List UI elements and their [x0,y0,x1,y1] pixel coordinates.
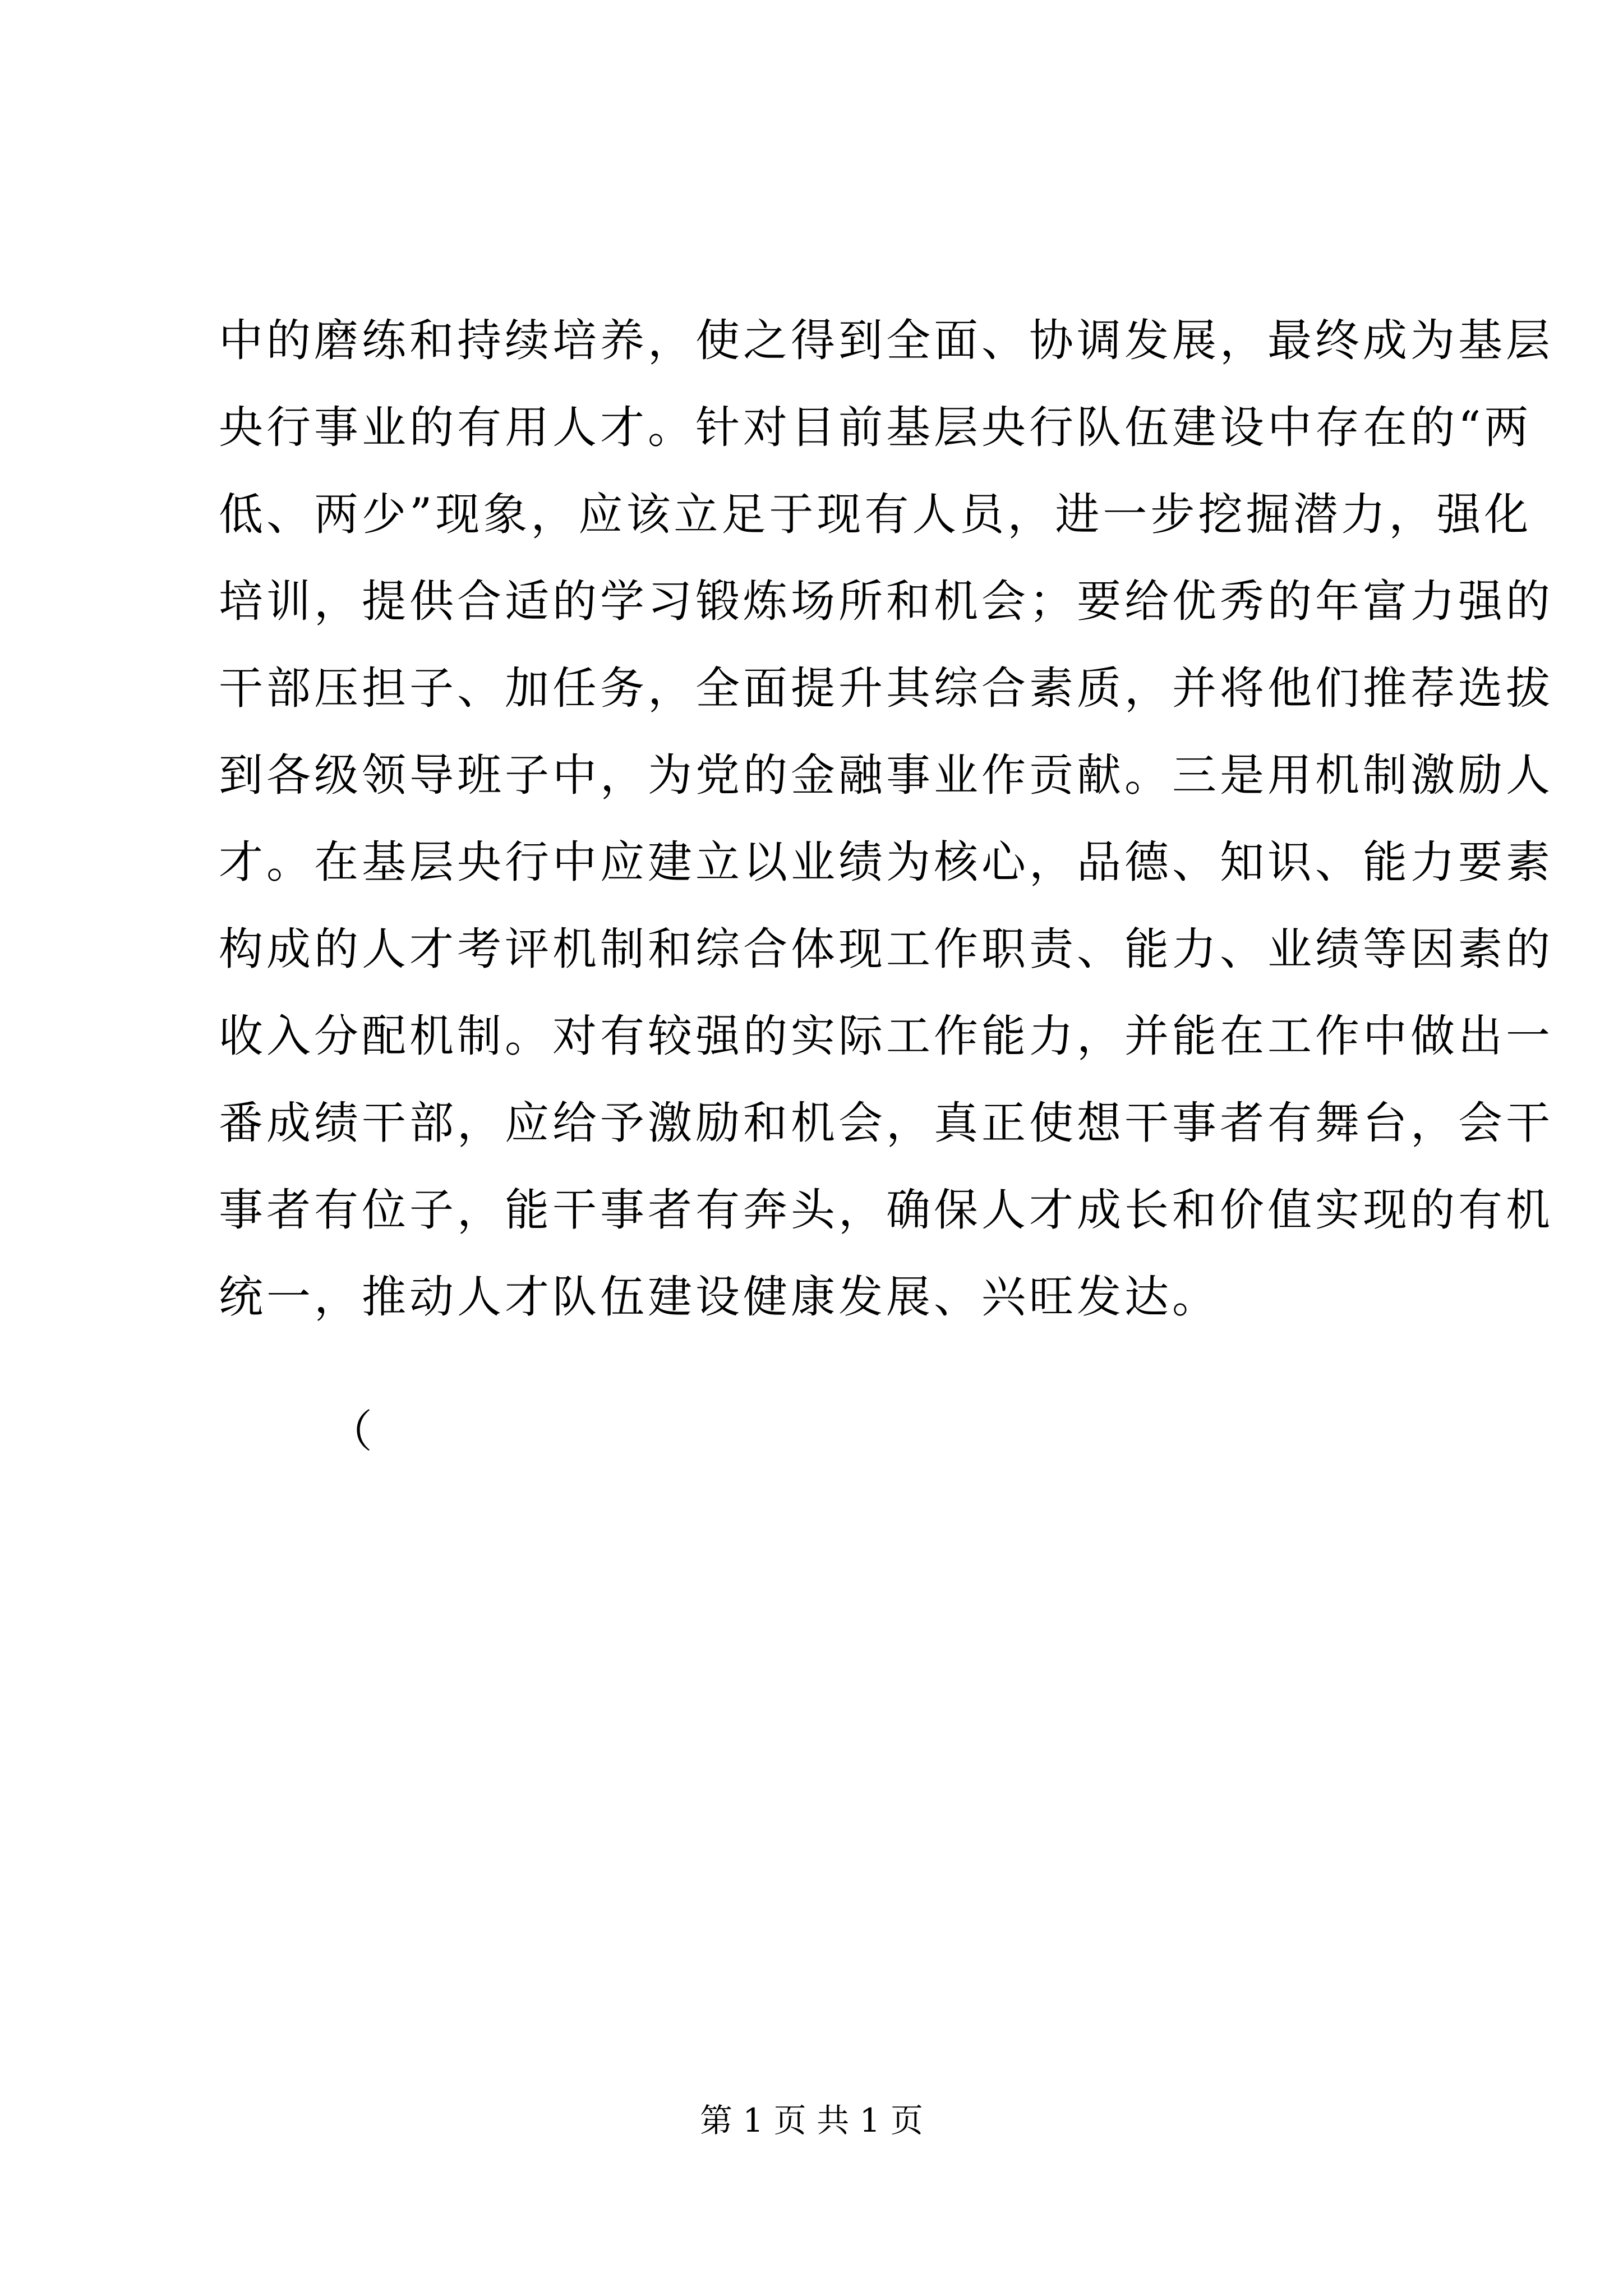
text-line: 收入分配机制。对有较强的实际工作能力，并能在工作中做出一 [219,1010,1553,1062]
text-line: 番成绩干部，应给予激励和机会，真正使想干事者有舞台，会干 [219,1097,1553,1149]
text-line: 到各级领导班子中，为党的金融事业作贡献。三是用机制激励人 [219,749,1553,801]
text-line: 才。在基层央行中应建立以业绩为核心，品德、知识、能力要素 [219,836,1553,888]
page-footer: 第 1 页 共 1 页 [700,2101,923,2139]
text-line: 构成的人才考评机制和综合体现工作职责、能力、业绩等因素的 [219,923,1553,975]
text-line: 央行事业的有用人才。针对目前基层央行队伍建设中存在的“两 [219,402,1532,453]
text-line: 干部压担子、加任务，全面提升其综合素质，并将他们推荐选拔 [219,662,1553,714]
text-line: 中的磨练和持续培养，使之得到全面、协调发展，最终成为基层 [219,315,1553,366]
open-parenthesis: （ [328,1406,372,1457]
text-line: 培训，提供合适的学习锻炼场所和机会；要给优秀的年富力强的 [219,576,1553,627]
body-paragraph [219,297,1553,1341]
text-line: 统一，推动人才队伍建设健康发展、兴旺发达。 [219,1271,1220,1323]
text-line: 事者有位子，能干事者有奔头，确保人才成长和价值实现的有机 [219,1184,1553,1236]
text-line: 低、两少”现象，应该立足于现有人员，进一步挖掘潜力，强化 [219,489,1532,540]
